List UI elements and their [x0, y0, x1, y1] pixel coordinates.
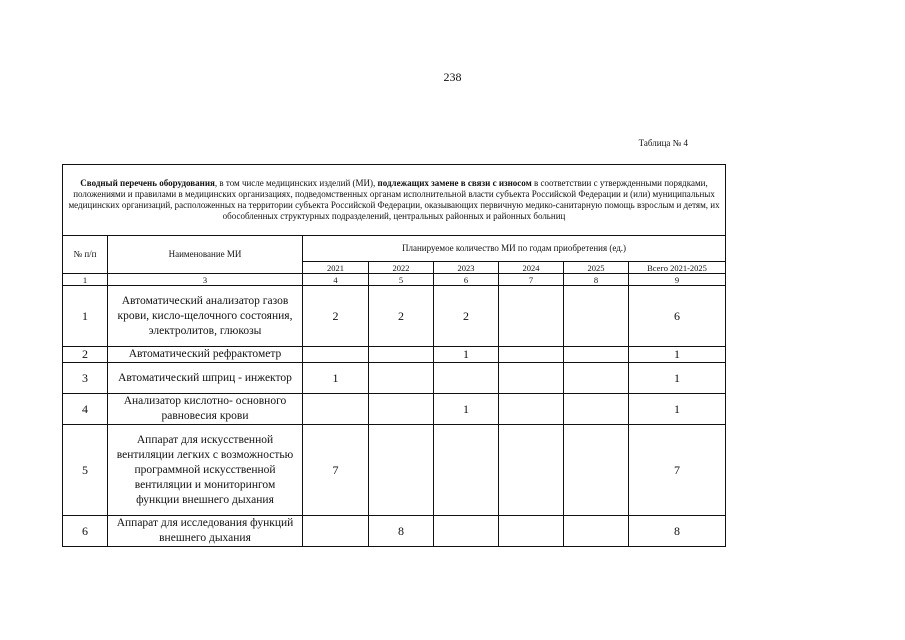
table-row [63, 516, 726, 547]
header-year: 2021 [303, 262, 369, 274]
row-value [369, 347, 434, 363]
row-name: Аппарат для исследования функций внешнего дыхания [108, 516, 303, 547]
row-name: Автоматический анализатор газов крови, кисло-щелочного состояния, электролитов, глюкозы [108, 286, 303, 347]
row-total: 7 [629, 425, 726, 516]
row-value: 1 [434, 394, 499, 425]
row-name: Анализатор кислотно- основного равновесия крови [108, 394, 303, 425]
row-value: 8 [369, 516, 434, 547]
row-value [564, 347, 629, 363]
row-value [499, 516, 564, 547]
row-value [369, 394, 434, 425]
header-year: 2024 [499, 262, 564, 274]
row-value [499, 347, 564, 363]
table-row [63, 363, 726, 394]
col-number: 5 [369, 274, 434, 286]
row-total: 1 [629, 363, 726, 394]
equipment-table [62, 164, 726, 547]
col-number: 8 [564, 274, 629, 286]
caption-bold-2: подлежащих замене в связи с износом [377, 178, 532, 188]
row-value [369, 425, 434, 516]
row-value [499, 425, 564, 516]
caption-text-2: в соответствии с утвержденными порядками, положениями и правилами в медицинских организациях, подведомственных органам исполнительной власти субъекта Российской Федерации и (или) муниципальных медицинских организаций, расположенных на территории субъекта Российской Федерации, оказывающих первичную медико-санитарную помощь взрослым и детям, их обособленных структурных подразделений, центральных районных и районных больниц [68, 178, 720, 221]
row-value [434, 516, 499, 547]
header-year: 2022 [369, 262, 434, 274]
table-row [63, 286, 726, 347]
row-num: 4 [63, 394, 108, 425]
row-value [303, 394, 369, 425]
header-planned: Планируемое количество МИ по годам приобретения (ед.) [303, 236, 726, 262]
row-name: Автоматический шприц - инжектор [108, 363, 303, 394]
row-num: 3 [63, 363, 108, 394]
header-name: Наименование МИ [108, 236, 303, 274]
row-value [564, 425, 629, 516]
table-row [63, 394, 726, 425]
row-total: 6 [629, 286, 726, 347]
page-number: 238 [443, 70, 462, 84]
row-name: Автоматический рефрактометр [108, 347, 303, 363]
table-caption [63, 165, 726, 236]
row-total: 8 [629, 516, 726, 547]
col-number: 1 [63, 274, 108, 286]
row-value [564, 286, 629, 347]
row-value: 2 [434, 286, 499, 347]
row-value: 1 [434, 347, 499, 363]
caption-bold-1: Сводный перечень оборудования [80, 178, 215, 188]
row-value [564, 363, 629, 394]
row-num: 2 [63, 347, 108, 363]
row-value: 2 [303, 286, 369, 347]
row-value [499, 286, 564, 347]
row-value [369, 363, 434, 394]
row-value: 2 [369, 286, 434, 347]
row-total: 1 [629, 347, 726, 363]
col-number: 7 [499, 274, 564, 286]
table-label: Таблица № 4 [638, 138, 688, 148]
col-number: 4 [303, 274, 369, 286]
row-num: 6 [63, 516, 108, 547]
row-num: 1 [63, 286, 108, 347]
row-name: Аппарат для искусственной вентиляции легких с возможностью программной искусственной вентиляции и мониторингом функции внешнего дыхания [108, 425, 303, 516]
col-number: 3 [108, 274, 303, 286]
row-num: 5 [63, 425, 108, 516]
col-number: 9 [629, 274, 726, 286]
row-total: 1 [629, 394, 726, 425]
header-year: 2023 [434, 262, 499, 274]
header-year: 2025 [564, 262, 629, 274]
row-value [303, 516, 369, 547]
row-value: 1 [303, 363, 369, 394]
row-value [564, 516, 629, 547]
row-value [499, 394, 564, 425]
row-value [434, 363, 499, 394]
header-total: Всего 2021-2025 [629, 262, 726, 274]
row-value: 7 [303, 425, 369, 516]
row-value [499, 363, 564, 394]
header-num: № п/п [63, 236, 108, 274]
col-number: 6 [434, 274, 499, 286]
caption-text-1: , в том числе медицинских изделий (МИ), [214, 178, 378, 188]
row-value [303, 347, 369, 363]
table-row [63, 425, 726, 516]
row-value [564, 394, 629, 425]
table-row [63, 347, 726, 363]
row-value [434, 425, 499, 516]
